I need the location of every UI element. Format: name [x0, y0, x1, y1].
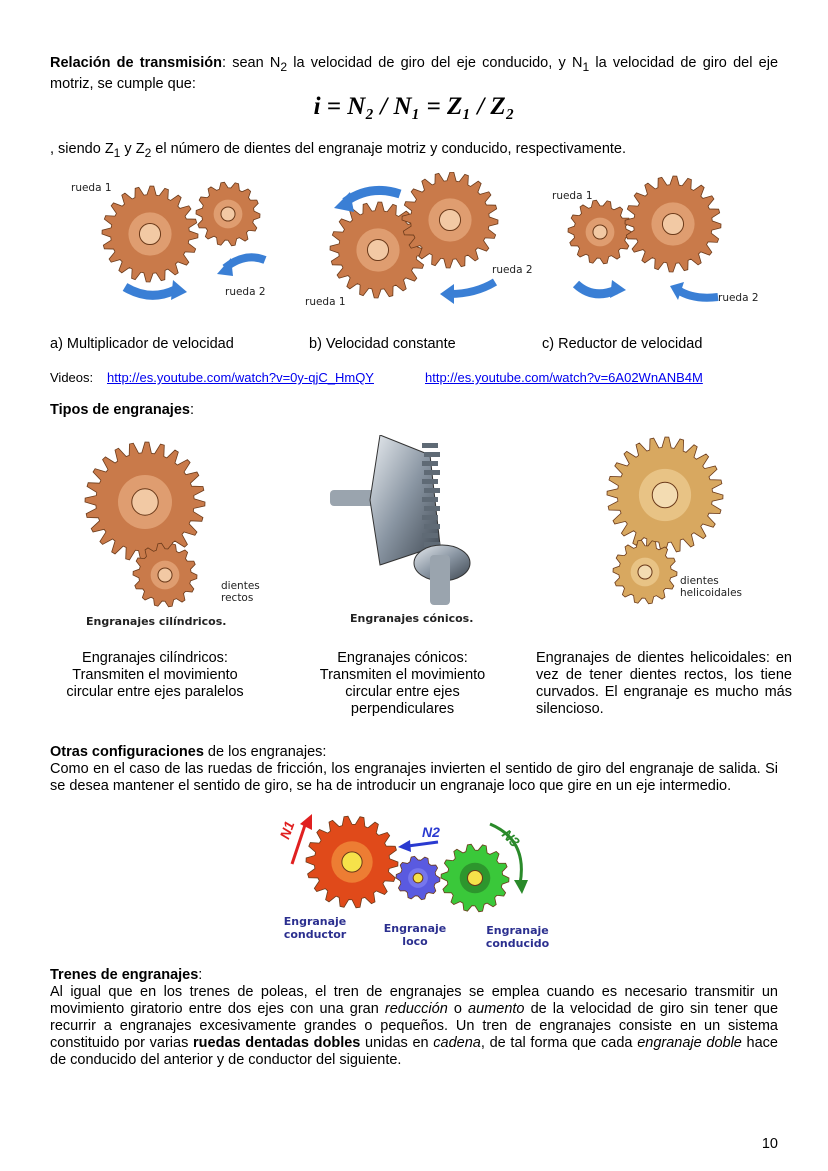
desc-spur: Engranajes cilíndricos: Transmiten el movimiento circular entre ejes paralelos	[66, 650, 244, 700]
caption-spur: Engranajes cilíndricos.	[86, 615, 227, 628]
gear-small	[196, 182, 260, 246]
figure-speed-constant: rueda 1 rueda 2	[300, 172, 540, 312]
video-link-1[interactable]: http://es.youtube.com/watch?v=0y-qjC_HmQY	[107, 370, 374, 385]
gear-spur-large	[85, 442, 205, 562]
teeth-explanation: , siendo $Z_1$ y $Z_2$ el número de dientes del engranaje motriz y conducido, respectivamente.	[50, 141, 627, 160]
label-n3: N3	[498, 826, 523, 850]
gear-small	[568, 200, 632, 264]
figure-idler-gear	[270, 812, 560, 952]
videos-row	[50, 370, 93, 385]
caption-bevel: Engranajes cónicos.	[350, 612, 474, 625]
others-heading-line: Otras configuraciones de los engranajes:	[50, 744, 327, 760]
trains-heading-line: Trenes de engranajes:	[50, 967, 203, 983]
figure-speed-reducer: rueda 1 rueda 2	[548, 172, 768, 312]
figure-bevel-gears	[330, 435, 490, 625]
others-paragraph: Como en el caso de las ruedas de fricción, los engranajes invierten el sentido de giro del engranaje de salida. Si se desea mantener el sentido de giro, se ha de introducir un engranaje loco que gire en un eje intermedio.	[50, 761, 778, 794]
gear-helical-large	[607, 437, 723, 553]
gear-conducido	[441, 844, 509, 912]
figure-speed-multiplier: rueda 1 rueda 2	[71, 182, 266, 298]
figure-spur-gears	[80, 440, 270, 628]
video-link-2[interactable]: http://es.youtube.com/watch?v=6A02WnANB4M	[425, 370, 703, 385]
videos-label: Videos:	[50, 370, 94, 385]
desc-bevel: Engranajes cónicos: Transmiten el movimiento circular entre ejes perpendiculares	[319, 650, 486, 717]
transmission-formula: i = N₂ / N₁ = Z₁ / Z₂	[313, 93, 515, 120]
caption-constant: b) Velocidad constante	[309, 336, 456, 352]
label-conductor: Engranaje conductor	[283, 915, 347, 941]
trains-heading: Trenes de engranajes	[50, 967, 199, 983]
label-loco: Engranaje loco	[383, 922, 447, 948]
label-n2: N2	[422, 824, 440, 840]
transmission-heading: Relación de transmisión	[50, 55, 222, 71]
caption-multiplier: a) Multiplicador de velocidad	[50, 336, 234, 352]
caption-reducer: c) Reductor de velocidad	[542, 336, 703, 352]
label-n1: N1	[276, 818, 298, 842]
gear-loco	[396, 856, 440, 899]
gear-large	[625, 176, 721, 272]
others-heading: Otras configuraciones	[50, 744, 204, 760]
gear-conductor	[306, 816, 398, 908]
label-dientes-rectos: dientes rectos	[221, 580, 260, 604]
label-dientes-helicoidales: dientes helicoidales	[680, 575, 743, 599]
transmission-paragraph: Relación de transmisión: sean $N_2$ la velocidad de giro del eje conducido, y $N_1$ la velocidad de giro del eje motriz, se cumple que:	[50, 55, 779, 92]
label-conducido: Engranaje conducido	[485, 924, 550, 950]
types-heading: Tipos de engranajes	[50, 402, 190, 418]
gear-helical-small	[613, 540, 677, 604]
desc-helical: Engranajes de dientes helicoidales: en vez de tener dientes rectos, los tiene curvados. El engranaje es mucho más silencioso.	[536, 650, 792, 717]
types-heading-line: Tipos de engranajes:	[50, 402, 194, 418]
page-number: 10	[761, 1136, 778, 1152]
trains-paragraph: Al igual que en los trenes de poleas, el tren de engranajes se emplea cuando es necesario transmitir un movimiento giratorio entre dos ejes con una gran reducción o aumento de la velocidad de giro sin tener que recurrir a engranajes excesivamente grandes o pequeños. Un tren de engranajes consiste en un sistema constituido por varias ruedas dentadas dobles unidas en cadena, de tal forma que cada engranaje doble hace de conducido del anterior y de conductor del siguiente.	[50, 984, 779, 1068]
gear-large	[102, 186, 198, 282]
figure-helical-gears	[580, 435, 770, 610]
